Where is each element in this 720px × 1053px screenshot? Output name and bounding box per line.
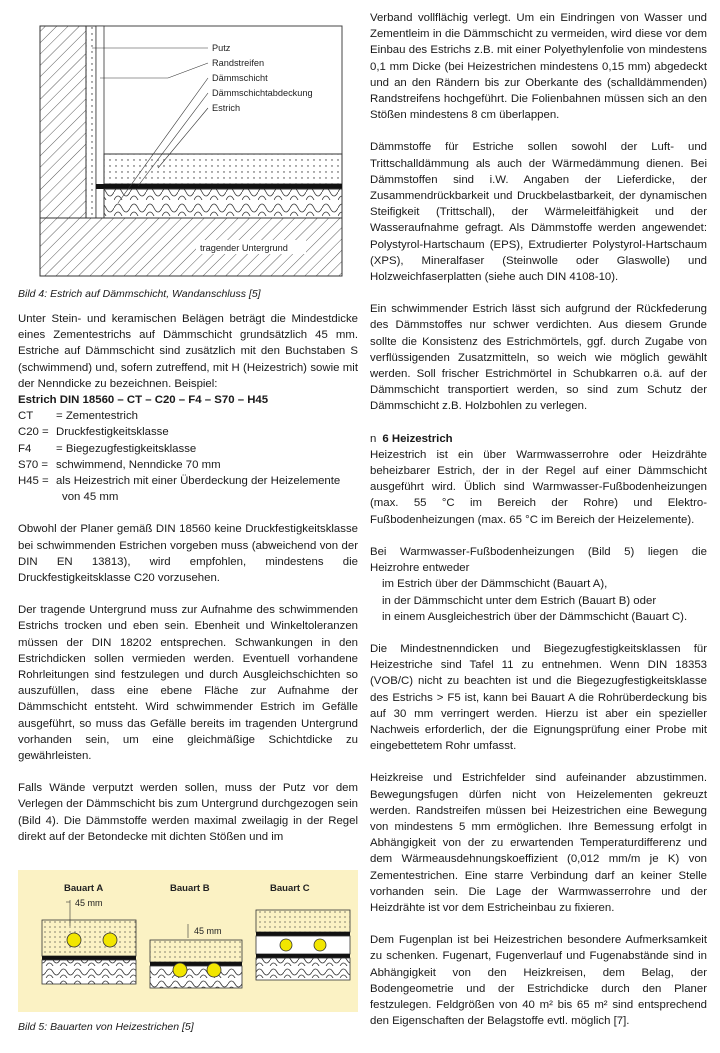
list-item: im Estrich über der Dämmschicht (Bauart A),: [382, 578, 608, 591]
definition-row: [18, 408, 358, 424]
dimension-label: 45 mm: [75, 898, 103, 908]
paragraph: Falls Wände verputzt werden sollen, muss der Putz vor dem Verlegen der Dämmschicht bis zum Untergrund durchgezogen sein (Bild 4). Die Dämmstoffe werden maximal zweilagig in der Regel direkt auf der Betondecke mit dichten Stößen und im: [18, 782, 358, 843]
definition-key: C20 =: [18, 426, 49, 439]
section-heading: [370, 431, 707, 447]
left-column: [18, 311, 358, 845]
figure-4: [18, 8, 358, 300]
bauart-a-section: [42, 898, 136, 984]
dimension-label: 45 mm: [194, 926, 222, 936]
figure-5: [18, 870, 358, 1012]
paragraph: Dämmstoffe für Estriche sollen sowohl der Luft- und Trittschalldämmung als auch der Wärmedämmung dienen. Bei Dämmstoffen sind i.W. Angaben der Lieferdicke, der Zusammendrückbarkeit und Druckbelastbarkeit, der dynamischen Steifigkeit (Trittschall), der Wärmeleitfähigkeit und der Wasseraufnahme gefragt. Als Dämmstoffe werden angewendet: Polystyrol-Hartschaum (EPS), Extrudierter Polystyrol-Hartschaum (XPS), Mineralfaser (Steinwolle oder Glaswolle) und Holzweichfaserplatten (siehe auch DIN 4108-10).: [370, 141, 707, 284]
paragraph: Verband vollflächig verlegt. Um ein Eindringen von Wasser und Zementleim in die Dämmschicht zu vermeiden, wird diese vor dem Einbau des Estrichs z.B. mit einer Polyethylenfolie von mindestens 0,1 mm Dicke (bei Heizestrichen mindestens 0,15 mm) abgedeckt und an den Rändern bis zur Oberkante des (schalldämmenden) Randstreifens hochgeführt. Die Folienbahnen müssen sich an den Stößen mindestens 8 cm überlappen.: [370, 12, 707, 122]
paragraph: Der tragende Untergrund muss zur Aufnahme des schwimmenden Estrichs trocken und eben sein. Ebenheit und Winkeltoleranzen müssen der DIN 18202 entsprechen. Schwankungen in den Estrichdicken sollen vermieden werden. Eventuell vorhandene Rohrleitungen sind festzulegen und durch Ausgleichschichten so auszufüllen, dass eine ebene Fläche zur Aufnahme der Dämmschicht entsteht. Wird schwimmender Estrich im Gefälle ausgeführt, so muss das Gefälle bereits im tragenden Untergrund vorhanden sein, um eine gleichmäßige Schichtdicke zu gewährleisten.: [18, 604, 358, 763]
right-column: [370, 10, 707, 1029]
definition-key: F4: [18, 442, 32, 455]
label-randstreifen: Randstreifen: [212, 58, 265, 68]
definition-row: [18, 441, 358, 457]
definition-value: = Biegezugfestigkeitsklasse: [56, 442, 197, 455]
list-item: in der Dämmschicht unter dem Estrich (Bauart B) oder: [382, 594, 657, 607]
label-estrich: Estrich: [212, 103, 241, 113]
paragraph: Die Mindestnenndicken und Biegezugfestigkeitsklassen für Heizestriche sind Tafel 11 zu entnehmen. Wenn DIN 18353 (VOB/C) nicht zu beachten ist und die Biegezugfestigkeitsklasse des Estrichs > F5 ist, kann bei Bauart A die Rohrüberdeckung bis auf 30 mm verringert werden. Hierzu ist aber ein spezieller Nachweis erforderlich, der die Eignungsprüfung einer Probe mit eingebettetem Rohr umfasst.: [370, 642, 707, 753]
paragraph: Heizkreise und Estrichfelder sind aufeinander abzustimmen. Bewegungsfugen dürfen nicht von Heizelementen gekreuzt werden. Randstreifen müssen bei Heizestrichen eine Bewegung von mindestens 5 mm ermöglichen. Ihre Bemessung erfolgt in Abhängigkeit von der zu erwartenden Temperaturdifferenz und dem Wärmeausdehnungskoeffizient (0,012 mm/m je K) von Zementestrichen. Eine starre Verbindung darf an keiner Stelle vorhanden sein. Die Lage der Warmwasserrohre und der Heizdrähte ist vor dem Estricheinbau zu fixieren.: [370, 772, 707, 914]
bauart-c-section: [256, 910, 350, 980]
definition-value: Druckfestigkeitsklasse: [56, 426, 169, 439]
figure-5-drawing: [18, 870, 358, 998]
definition-continuation: von 45 mm: [62, 491, 119, 504]
definition-key: H45 =: [18, 475, 49, 488]
paragraph: Heizestrich ist ein über Warmwasserrohre oder Heizdrähte beheizbarer Estrich, der in der Regel auf einer Dämmschicht ausgeführt wird. Üblich sind Warmwasser-Fußbodenheizungen (max. 55 °C im Bereich der Rohre) und Elektro-Fußbodenheizungen (max. 65 °C im Bereich der Heizelemente).: [370, 448, 707, 526]
definition-value: = Zementestrich: [56, 410, 138, 423]
label-untergrund: tragender Untergrund: [200, 243, 288, 253]
bauart-b-title: Bauart B: [170, 883, 210, 894]
example-designation: Estrich DIN 18560 – CT – C20 – F4 – S70 – H45: [18, 394, 269, 407]
paragraph: Obwohl der Planer gemäß DIN 18560 keine Druckfestigkeitsklasse bei schwimmenden Estrichen vorgeben muss (abweichend von der DIN EN 13813), wird empfohlen, mindestens die Druckfestigkeitsklasse C20 vorzusehen.: [18, 523, 358, 585]
label-abdeckung: Dämmschichtabdeckung: [212, 88, 313, 98]
definition-row: [18, 457, 358, 473]
definition-value: schwimmend, Nenndicke 70 mm: [56, 458, 221, 471]
definition-key: CT: [18, 410, 34, 423]
figure-4-caption: Bild 4: Estrich auf Dämmschicht, Wandanschluss [5]: [18, 288, 261, 300]
figure-4-drawing: [18, 8, 358, 283]
definition-row: [18, 424, 358, 440]
bauart-b-section: [150, 924, 242, 988]
heading-text: 6 Heizestrich: [382, 432, 453, 445]
definition-list: [18, 408, 358, 505]
heading-marker: n: [370, 432, 377, 445]
bauart-c-title: Bauart C: [270, 883, 310, 894]
definition-key: S70 =: [18, 458, 49, 471]
figure-5-caption: Bild 5: Bauarten von Heizestrichen [5]: [18, 1021, 194, 1033]
definition-row: [18, 473, 358, 489]
list: [370, 576, 707, 625]
paragraph: Unter Stein- und keramischen Belägen beträgt die Mindestdicke eines Zementestrichs auf Dämmschicht grundsätzlich 45 mm. Estriche auf Dämmschicht sind zusätzlich mit den Buchstaben S (schwimmend) und, sofern zutreffend, mit H (Heizestrich) sowie mit der Nenndicke zu bezeichnen. Beispiel:: [18, 313, 358, 390]
definition-value: als Heizestrich mit einer Überdeckung der Heizelemente: [56, 475, 341, 488]
paragraph: Dem Fugenplan ist bei Heizestrichen besondere Aufmerksamkeit zu schenken. Fugenart, Fugenverlauf und Fugenabstände sind in Abhängigkeit von den Heizkreisen, dem Belag, der Bodengeometrie und der Estrichdicke durch den Planer festzulegen. Feldgrößen von 40 m² bis 65 m² sind entsprechend den Eigenschaften der Belagstoffe evtl. möglich [7].: [370, 934, 707, 1028]
label-putz: Putz: [212, 43, 231, 53]
label-daemmschicht: Dämmschicht: [212, 73, 268, 83]
paragraph: Bei Warmwasser-Fußbodenheizungen (Bild 5) liegen die Heizrohre entweder: [370, 545, 707, 575]
list-item: in einem Ausgleichestrich über der Dämmschicht (Bauart C).: [382, 610, 688, 623]
paragraph: Ein schwimmender Estrich lässt sich aufgrund der Rückfederung des Dämmstoffes nur schwer verdichten. Aus diesem Grunde sollte die Konsistenz des Estrichmörtels, ggf. durch Zugabe von verflüssigenden Zusatzmitteln, so weich wie möglich gewählt werden. Soll frischer Estrichmörtel in Schubkarren o.ä. auf der Dämmschicht transportiert werden, so sind zum Schutz der Dämmschicht z.B. Holzbohlen zu verlegen.: [370, 303, 707, 413]
bauart-a-title: Bauart A: [64, 883, 104, 894]
